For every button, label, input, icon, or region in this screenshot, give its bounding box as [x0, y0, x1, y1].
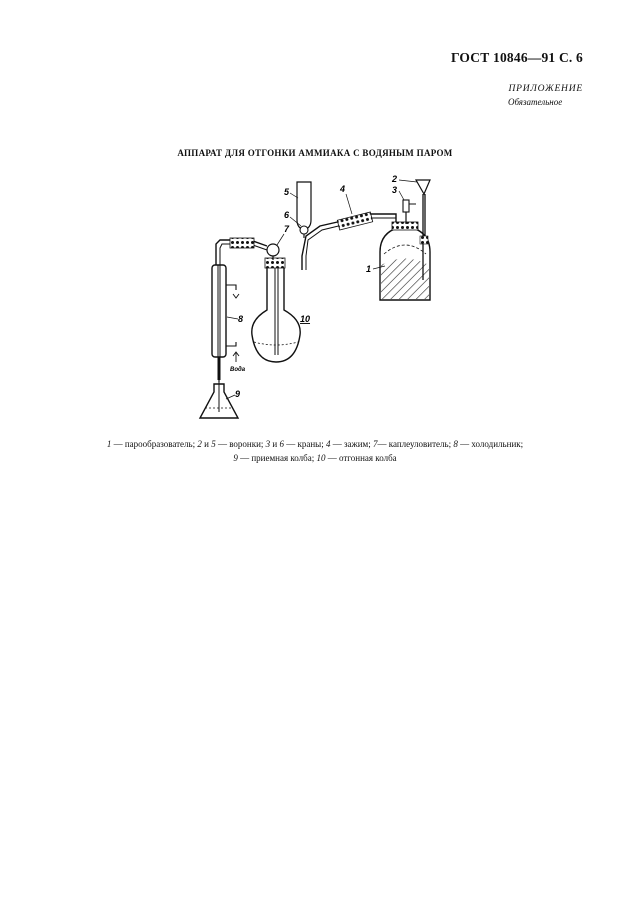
legend-text: — краны;	[283, 439, 326, 449]
tap-6	[300, 226, 308, 234]
water-label: Вода	[230, 367, 246, 373]
tap-3	[403, 200, 416, 224]
condenser	[212, 265, 239, 382]
legend-line-1	[0, 439, 630, 449]
legend-text: — приемная колба;	[237, 453, 317, 463]
connecting-hose	[230, 238, 254, 248]
legend-line-2	[0, 453, 630, 463]
callout-7: 7	[284, 224, 290, 234]
appendix-status: Обязательное	[508, 97, 563, 107]
legend-text: и	[270, 439, 280, 449]
callout-5: 5	[284, 187, 290, 197]
clamp-4	[337, 212, 372, 230]
standard-header: ГОСТ 10846—91 С. 6	[450, 50, 583, 65]
legend-num: 7	[373, 439, 378, 449]
callout-8: 8	[238, 314, 244, 324]
legend-text: — воронки;	[215, 439, 266, 449]
legend-num: 1	[106, 439, 112, 449]
legend-text: — парообразователь;	[111, 439, 198, 449]
legend-num: 9	[233, 453, 238, 463]
legend-num: 10	[316, 453, 326, 463]
callout-4: 4	[340, 184, 346, 194]
figure-title: АППАРАТ ДЛЯ ОТГОНКИ АММИАКА С ВОДЯНЫМ ПАРОМ	[177, 148, 453, 158]
callout-6: 6	[284, 210, 290, 220]
callout-1: 1	[366, 264, 372, 274]
distillation-apparatus-diagram	[180, 170, 440, 435]
legend-text: — холодильник;	[457, 439, 524, 449]
callout-10: 10	[300, 314, 311, 324]
legend-text: — отгонная колба	[325, 453, 397, 463]
legend-num: 4	[325, 439, 331, 449]
legend-text: и	[201, 439, 212, 449]
receiving-flask	[200, 382, 241, 418]
legend-num: 8	[453, 439, 458, 449]
legend-text: — зажим;	[330, 439, 373, 449]
legend-num: 5	[211, 439, 216, 449]
callout-2: 2	[392, 174, 398, 184]
legend-num: 6	[279, 439, 284, 449]
callout-3: 3	[392, 185, 398, 195]
distillation-flask	[252, 258, 300, 362]
callout-9: 9	[235, 389, 241, 399]
legend-num: 2	[197, 439, 202, 449]
legend-num: 3	[265, 439, 271, 449]
appendix-label: ПРИЛОЖЕНИЕ	[508, 84, 583, 94]
legend-text: — каплеуловитель;	[377, 439, 454, 449]
